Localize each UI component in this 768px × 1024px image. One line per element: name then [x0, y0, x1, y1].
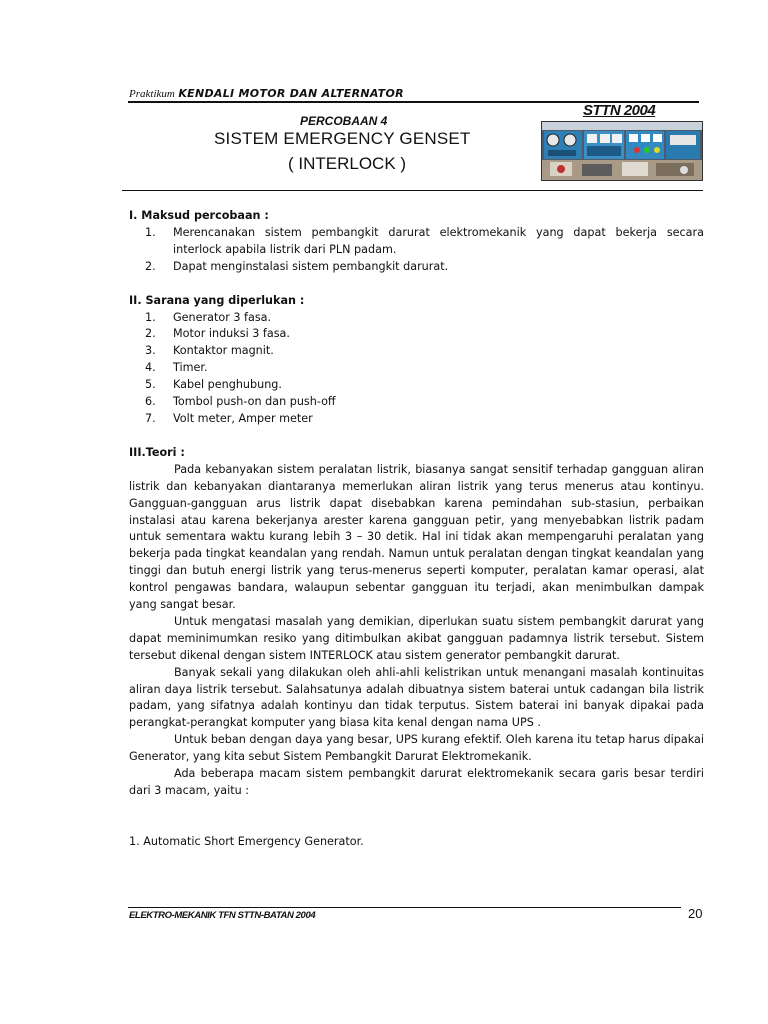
document-body	[129, 208, 704, 851]
theory-paragraph: Untuk mengatasi masalah yang demikian, diperlukan suatu sistem pembangkit darurat yang dapat meminimumkan resiko yang ditimbulkan akibat gangguan padamnya listrik tersebut. Sistem tersebut dikenal dengan sistem INTERLOCK atau sistem generator pembangkit darurat.	[129, 614, 704, 662]
footer-text: ELEKTRO-MEKANIK TFN STTN-BATAN 2004	[129, 910, 316, 921]
sarana-list	[129, 310, 704, 428]
course-title: KENDALI MOTOR DAN ALTERNATOR	[178, 87, 404, 100]
theory-paragraph: Untuk beban dengan daya yang besar, UPS kurang efektif. Oleh karena itu tetap harus dipakai Generator, yang kita sebut Sistem Pembangkit Darurat Elektromekanik.	[129, 733, 704, 764]
list-item: 7. Volt meter, Amper meter	[145, 411, 313, 425]
list-item: 1. Merencanakan sistem pembangkit darurat elektromekanik yang dapat bekerja secara interlock apabila listrik dari PLN padam.	[145, 225, 704, 256]
course-label: Praktikum	[129, 88, 175, 100]
course-header	[129, 87, 404, 100]
list-item: 5. Kabel penghubung.	[145, 378, 282, 392]
institution-year: STTN 2004	[583, 102, 656, 119]
section-heading-maksud: I. Maksud percobaan :	[129, 209, 269, 222]
list-item: 1. Generator 3 fasa.	[145, 310, 272, 324]
section-heading-teori: III.Teori :	[129, 445, 185, 459]
maksud-list	[129, 225, 704, 276]
title-rule	[122, 190, 703, 191]
theory-paragraph: Pada kebanyakan sistem peralatan listrik, biasanya sangat sensitif terhadap gangguan aliran listrik dan kebanyakan diantaranya memerlukan aliran listrik yang terus menerus atau kontinyu. Gangguan-gangguan arus listrik dapat disebabkan karena pemindahan sub-stasiun, perbaikan instalasi atau karena bekerjanya arester karena gangguan petir, yang menyebabkan listrik padam untuk sementara waktu kurang lebih 3 – 30 detik. Hal ini tidak akan mempengaruhi peralatan yang bekerja pada tingkat keandalan yang rendah. Namun untuk peralatan dengan tingkat keandalan yang tinggi dan butuh energi listrik yang terus-menerus seperti komputer, peralatan kamar operasi, alat kontrol pengawas bandara, walaupun sebentar gangguan itu terjadi, akan menimbulkan dampak yang sangat besar.	[129, 462, 704, 612]
list-item: 3. Kontaktor magnit.	[145, 344, 274, 358]
list-item: 2. Motor induksi 3 fasa.	[145, 327, 290, 341]
subsection-heading: 1. Automatic Short Emergency Generator.	[129, 834, 364, 848]
section-heading-sarana: II. Sarana yang diperlukan :	[129, 293, 305, 307]
page-subtitle: ( INTERLOCK )	[288, 154, 407, 173]
control-panel-photo	[541, 121, 703, 181]
footer-rule	[128, 907, 681, 908]
page-title: SISTEM EMERGENCY GENSET	[214, 129, 471, 148]
list-item: 2. Dapat menginstalasi sistem pembangkit darurat.	[145, 259, 449, 273]
page-number: 20	[688, 906, 703, 921]
theory-paragraph: Banyak sekali yang dilakukan oleh ahli-ahli kelistrikan untuk menangani masalah kontinuitas aliran daya listrik tersebut. Salahsatunya adalah dibuatnya sistem baterai untuk cadangan bila listrik padam, yang sifatnya adalah kontinyu dan tidak terputus. Sistem baterai ini banyak dipakai pada perangkat-perangkat komputer yang biasa kita kenal dengan nama UPS .	[129, 665, 704, 730]
list-item: 6. Tombol push-on dan push-off	[145, 395, 336, 409]
list-item: 4. Timer.	[145, 361, 208, 375]
experiment-number: PERCOBAAN 4	[300, 114, 388, 128]
theory-paragraph: Ada beberapa macam sistem pembangkit darurat elektromekanik secara garis besar terdiri dari 3 macam, yaitu :	[129, 767, 704, 797]
